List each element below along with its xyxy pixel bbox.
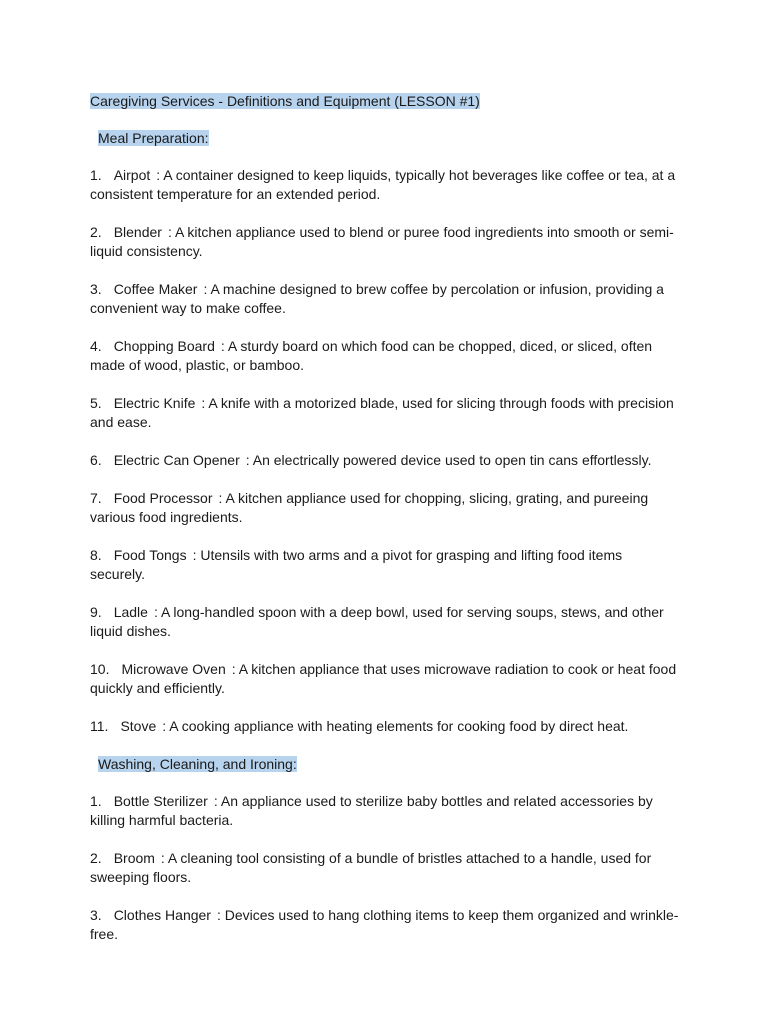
item-number: 4. xyxy=(90,338,102,354)
list-item xyxy=(90,166,680,204)
item-term: Food Processor xyxy=(113,490,213,506)
item-number: 5. xyxy=(90,395,102,411)
item-definition: : Utensils with two arms and a pivot for grasping and lifting food items securely. xyxy=(90,547,623,582)
item-definition: : A knife with a motorized blade, used for slicing through foods with precision and ease. xyxy=(90,395,674,430)
item-term: Ladle xyxy=(113,604,148,620)
item-definition: : A kitchen appliance used for chopping, slicing, grating, and pureeing various food ingredients. xyxy=(90,490,649,525)
list-item xyxy=(90,337,680,375)
section-meal-preparation xyxy=(90,129,680,736)
document-title xyxy=(90,92,680,110)
item-term: Chopping Board xyxy=(113,338,215,354)
item-definition: : A long-handled spoon with a deep bowl, used for serving soups, stews, and other liquid dishes. xyxy=(90,604,664,639)
item-definition: : A container designed to keep liquids, typically hot beverages like coffee or tea, at a consistent temperature for an extended period. xyxy=(90,167,676,202)
section-washing-cleaning-ironing xyxy=(90,755,680,944)
section-heading xyxy=(98,129,680,147)
item-number: 1. xyxy=(90,167,102,183)
item-number: 6. xyxy=(90,452,102,468)
list-item xyxy=(90,223,680,261)
item-definition: : A kitchen appliance that uses microwave radiation to cook or heat food quickly and efficiently. xyxy=(90,661,677,696)
item-term: Coffee Maker xyxy=(113,281,198,297)
item-number: 10. xyxy=(90,661,110,677)
document-title-text: Caregiving Services - Definitions and Equipment (LESSON #1) xyxy=(90,93,480,109)
item-number: 3. xyxy=(90,907,102,923)
item-term: Clothes Hanger xyxy=(113,907,211,923)
item-term: Bottle Sterilizer xyxy=(113,793,208,809)
list-item xyxy=(90,394,680,432)
item-definition: : A machine designed to brew coffee by percolation or infusion, providing a convenient way to make coffee. xyxy=(90,281,664,316)
list-item xyxy=(90,906,680,944)
item-number: 11. xyxy=(90,718,109,734)
item-term: Blender xyxy=(113,224,162,240)
item-number: 7. xyxy=(90,490,102,506)
item-number: 2. xyxy=(90,850,102,866)
item-definition: : A sturdy board on which food can be chopped, diced, or sliced, often made of wood, plastic, or bamboo. xyxy=(90,338,653,373)
item-term: Broom xyxy=(113,850,155,866)
item-term: Stove xyxy=(120,718,157,734)
item-definition: : An electrically powered device used to open tin cans effortlessly. xyxy=(245,452,652,468)
list-item xyxy=(90,849,680,887)
list-item xyxy=(90,660,680,698)
item-definition: : An appliance used to sterilize baby bottles and related accessories by killing harmful bacteria. xyxy=(90,793,653,828)
item-term: Electric Can Opener xyxy=(113,452,240,468)
document-page xyxy=(90,92,680,944)
item-number: 2. xyxy=(90,224,102,240)
item-term: Microwave Oven xyxy=(121,661,226,677)
section-heading-text: Washing, Cleaning, and Ironing: xyxy=(98,756,297,772)
item-term: Electric Knife xyxy=(113,395,196,411)
item-number: 1. xyxy=(90,793,102,809)
list-item xyxy=(90,717,680,736)
list-item xyxy=(90,280,680,318)
list-item xyxy=(90,451,680,470)
item-definition: : A cooking appliance with heating elements for cooking food by direct heat. xyxy=(162,718,629,734)
item-definition: : A kitchen appliance used to blend or puree food ingredients into smooth or semi-liquid consistency. xyxy=(90,224,674,259)
item-term: Food Tongs xyxy=(113,547,187,563)
list-item xyxy=(90,546,680,584)
section-heading-text: Meal Preparation: xyxy=(98,130,209,146)
section-heading xyxy=(98,755,680,773)
item-number: 9. xyxy=(90,604,102,620)
item-number: 3. xyxy=(90,281,102,297)
list-item xyxy=(90,603,680,641)
list-item xyxy=(90,489,680,527)
item-term: Airpot xyxy=(113,167,151,183)
item-definition: : A cleaning tool consisting of a bundle of bristles attached to a handle, used for sweeping floors. xyxy=(90,850,652,885)
item-number: 8. xyxy=(90,547,102,563)
item-definition: : Devices used to hang clothing items to keep them organized and wrinkle-free. xyxy=(90,907,679,942)
list-item xyxy=(90,792,680,830)
